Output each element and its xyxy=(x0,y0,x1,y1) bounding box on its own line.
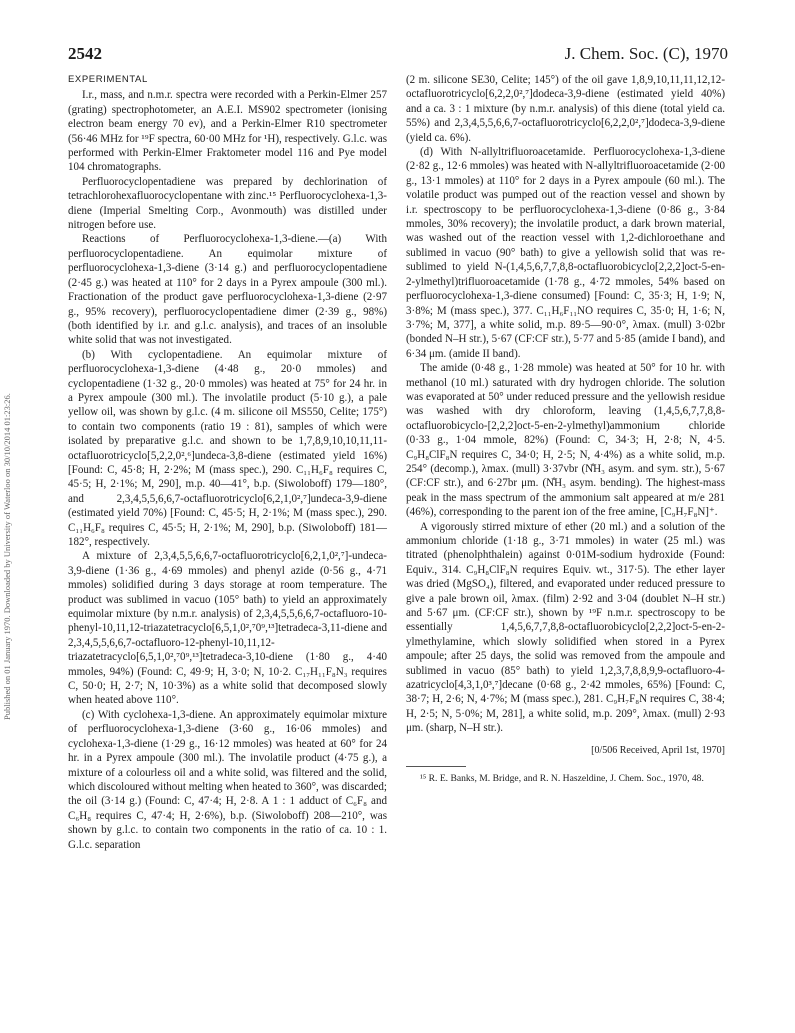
received-date: [0/506 Received, April 1st, 1970] xyxy=(591,744,725,756)
section-heading: EXPERIMENTAL xyxy=(68,74,148,85)
download-notice: Published on 01 January 1970. Downloaded by University of Waterloo on 30/10/2014 01:23:26. xyxy=(2,393,12,720)
left-column xyxy=(68,73,387,1003)
paragraph-reaction-c: (c) With cyclohexa-1,3-diene. An approximately equimolar mixture of perfluorocyclohexa-1,3-diene (3·60 g., 16·06 mmoles) and cyclohexa-1,3-diene (1·29 g., 16·12 mmoles) was heated at 60° for 24 hr. in a Pyrex ampoule (300 ml.). The involatile product (4·75 g.), a mixture of a colourless oil and a white solid, was filtered and the solid, which discoloured without melting when heated to 360°, was discarded; the oil (3·14 g.) (Found: C, 47·4; H, 2·8. A 1 : 1 adduct of C₆F₈ and C₆H₈ requires C, 47·4; H, 2·6%), b.p. (Siwoloboff) 208—210°, was shown by g.l.c. to contain two components in the ratio of ca. 10 : 1. G.l.c. separation xyxy=(68,708,387,851)
footnote-divider xyxy=(406,766,466,767)
journal-title: J. Chem. Soc. (C), 1970 xyxy=(564,44,728,63)
paragraph-reaction-a: Reactions of Perfluorocyclohexa-1,3-diene.—(a) With perfluorocyclopentadiene. An equimolar mixture of perfluorocyclohexa-1,3-diene (3·14 g.) and perfluorocyclopentadiene (2·45 g.) was heated at 110° for 2 days in a Pyrex ampoule (300 ml.). Fractionation of the product gave perfluorocyclohexa-1,3-diene (2·97 g., 95% recovery), perfluorocyclopentadiene dimer (2·39 g., 98%) (both identified by i.r. and g.l.c. analysis), and traces of an insoluble white solid that was not investigated. xyxy=(68,233,387,347)
page-header xyxy=(68,44,728,68)
paragraph-instruments: I.r., mass, and n.m.r. spectra were recorded with a Perkin-Elmer 257 (grating) spectrophotometer, an A.E.I. MS902 spectrometer (ionising electron beam energy 70 ev), and a Perkin-Elmer R10 spectrometer (56·46 MHz for ¹⁹F spectra, 60·00 MHz for ¹H), respectively. G.l.c. was performed with Perkin-Elmer Fraktometer model 116 and Pye model 104 chromatographs. xyxy=(68,89,387,174)
paragraph-phenyl-azide: A mixture of 2,3,4,5,5,6,6,7-octafluorotricyclo[6,2,1,0²,⁷]-undeca-3,9-diene (1·36 g., 4·69 mmoles) and phenyl azide (0·56 g., 4·71 mmoles) solidified during 3 days storage at room temperature. The product was sublimed in vacuo (105° bath) to yield an approximately equimolar mixture (by n.m.r. analysis) of 2,3,4,5,5,6,6,7-octafluoro-10-phenyl-10,11,12-triazatetracyclo[6,5,1,0²,⁷0⁹,¹³]tetradeca-3,11-diene and 2,3,4,5,5,6,6,7-octafluoro-12-phenyl-10,11,12-triazatetracyclo[6,5,1,0²,⁷0⁹,¹³]tetradeca-3,10-diene (1·80 g., 4·40 mmoles, 94%) (Found: C, 49·9; H, 3·0; N, 10·2. C₁₇H₁₁F₈N₃ requires C, 50·0; H, 2·7; N, 10·3%) as a white solid that decomposed slowly when heated above 110°. xyxy=(68,550,387,707)
page-number: 2542 xyxy=(68,44,102,63)
paragraph-reaction-d: (d) With N-allyltrifluoroacetamide. Perfluorocyclohexa-1,3-diene (2·82 g., 12·6 mmoles) was heated with N-allyltrifluoroacetamide (2·00 g., 13·1 mmoles) at 110° for 2 days in a Pyrex ampoule (60 ml.). The volatile product was pumped out of the reaction vessel and shown by i.r. spectroscopy to be perfluorocyclohexa-1,3-diene (0·86 g., 3·84 mmoles, 30% recovery); the involatile product, a dark brown material, was washed out of the reaction vessel with 1,2-dichloroethane and sublimed in vacuo (90° bath) to give a yellowish solid that was re-sublimed to yield N-(1,4,5,6,7,7,8,8-octafluorobicyclo[2,2,2]oct-5-en-2-ylmethyl)trifluoroacetamide (1·78 g., 4·72 mmoles, 54% based on perfluorocyclohexa-1,3-diene consumed) [Found: C, 35·3; H, 1·9; N, 3·8%; M (mass spec.), 377. C₁₁H₆F₁₁NO requires C, 35·0; H, 1·6; N, 3·7%; M, 377], a white solid, m.p. 89·5—90·0°, λmax. (mull) 3·02br (bonded N–H str.), 5·67 (CF:CF str.), 5·77 and 5·85 (amide I band), and 6·34 μm. (amide II band). xyxy=(406,146,725,360)
paragraph-titration: A vigorously stirred mixture of ether (20 ml.) and a solution of the ammonium chloride (1·18 g., 3·71 mmoles) in water (25 ml.) was titrated (phenolphthalein) against 0·01M-sodium hydroxide (Found: Equiv., 314. C₉H₈ClF₈N requires Equiv. wt., 317·5). The ether layer was dried (MgSO₄), filtered, and evaporated under reduced pressure to give a pale brown oil, λmax. (film) 2·92 and 3·04 (doublet N–H str.) and 5·67 μm. (CF:CF str.), shown by ¹⁹F n.m.r. spectroscopy to be essentially 1,4,5,6,7,7,8,8-octafluorobicyclo[2,2,2]oct-5-en-2-ylmethylamine, which slowly solidified when stored in a Pyrex ampoule; after 25 days, the solid was removed from the ampoule and sublimed in vacuo (85° bath) to yield 1,2,3,7,8,8,9,9-octafluoro-4-azatricyclo[4,3,1,0³,⁷]decane (0·68 g., 2·42 mmoles, 65%) [Found: C, 38·7; H, 2·6; N, 4·7%; M (mass spec.), 281. C₉H₇F₈N requires C, 38·4; H, 2·5; N, 5·0%; M, 281], a white solid, m.p. 209°, λmax. (mull) 2·93 μm. (sharp, N–H str.). xyxy=(406,520,725,735)
paragraph-materials: Perfluorocyclopentadiene was prepared by dechlorination of tetrachlorohexafluorocyclopentane with zinc.¹⁵ Perfluorocyclohexa-1,3-diene (Imperial Smelting Corp., Avonmouth) was distilled under nitrogen before use. xyxy=(68,175,387,232)
paragraph-reaction-b: (b) With cyclopentadiene. An equimolar mixture of perfluorocyclohexa-1,3-diene (4·48 g., 20·0 mmoles) and cyclopentadiene (1·32 g., 20·0 mmoles) was heated at 75° for 24 hr. in a Pyrex ampoule (300 ml.). The involatile product (5·10 g.), a pale yellow oil, was shown by g.l.c. (4 m. silicone oil MS550, Celite; 175°) to contain two components (ratio 19 : 81), samples of which were isolated by preparative g.l.c. and shown to be 1,7,8,9,10,10,11,11-octafluorotricyclo[5,2,2,0²,⁶]undeca-3,8-diene (estimated yield 16%) [Found: C, 45·8; H, 2·2%; M (mass spec.), 290. C₁₁H₆F₈ requires C, 45·5; H, 2·1%; M, 290], m.p. 40—41°, b.p. (Siwoloboff) 179—180°, and 2,3,4,5,5,6,6,7-octafluorotricyclo[6,2,1,0²,⁷]undeca-3,9-diene (estimated yield 70%) [Found: C, 45·5; H, 2·1%; M (mass spec.), 290. C₁₁H₆F₈ requires C, 45·5; H, 2·1%; M, 290], b.p. (Siwoloboff) 181—182°, respectively. xyxy=(68,348,387,548)
footnote: ¹⁵ R. E. Banks, M. Bridge, and R. N. Haszeldine, J. Chem. Soc., 1970, 48. xyxy=(420,773,704,785)
paragraph-glc-separation: (2 m. silicone SE30, Celite; 145°) of the oil gave 1,8,9,10,11,11,12,12-octafluorotricyclo[6,2,2,0²,⁷]dodeca-3,9-diene (estimated yield 40%) and a ca. 3 : 1 mixture (by n.m.r. analysis) of this diene (total yield ca. 55%) and 2,3,4,5,5,6,6,7-octafluorotricyclo[6,2,2,0²,⁷]dodeca-3,9-diene (yield ca. 6%). xyxy=(406,74,725,144)
right-column xyxy=(406,73,725,1003)
paragraph-amide-hydrolysis: The amide (0·48 g., 1·28 mmole) was heated at 50° for 10 hr. with methanol (10 ml.) saturated with dry hydrogen chloride. The solution was evaporated at 50° under reduced pressure and the yellowish residue was washed with dry chloroform, leaving (1,4,5,6,7,7,8,8-octafluorobicyclo-[2,2,2]oct-5-en-2-ylmethyl)ammonium chloride (0·33 g., 1·04 mmole, 82%) (Found: C, 34·3; H, 2·8; N, 4·5. C₉H₈ClF₈N requires C, 34·0; H, 2·5; N, 4·4%) as a white solid, m.p. 254° (decomp.), λmax. (mull) 3·37vbr (N̊H₃ asym. and sym. str.), 5·67 (CF:CF str.), and 6·27br μm. (N̊H₃ asym. bending). The highest-mass peak in the mass spectrum of the ammonium salt appeared at m/e 281 (46%), corresponding to the parent ion of the free amine, [C₉H₇F₈N]⁺. xyxy=(406,362,725,519)
